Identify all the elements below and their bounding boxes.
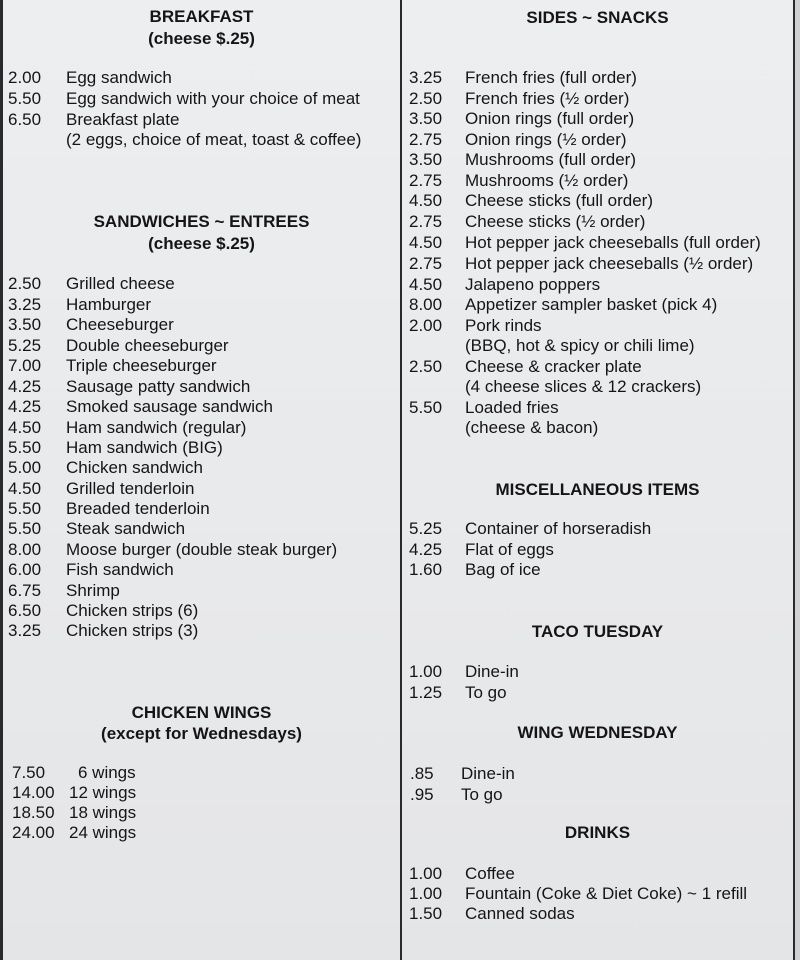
menu-item	[3, 479, 400, 499]
item-name: Ham sandwich (BIG)	[66, 438, 223, 457]
item-name: Egg sandwich	[66, 68, 172, 87]
item-name: Egg sandwich with your choice of meat	[66, 89, 360, 108]
item-name: Mushrooms (½ order)	[465, 171, 629, 190]
item-name: French fries (½ order)	[465, 89, 630, 108]
item-name: Breakfast plate	[66, 110, 180, 129]
menu-item	[3, 458, 400, 478]
item-price: .95	[410, 785, 434, 804]
menu-item	[402, 68, 793, 88]
menu-item-note	[402, 336, 793, 356]
menu-item	[3, 68, 400, 88]
item-price: 6.75	[8, 581, 42, 600]
item-price: .85	[410, 764, 434, 783]
wingwed-title: WING WEDNESDAY	[517, 723, 678, 742]
menu-item	[402, 764, 793, 784]
item-name: (2 eggs, choice of meat, toast & coffee)	[66, 130, 362, 149]
menu-item	[402, 864, 793, 884]
item-name: Cheese & cracker plate	[465, 357, 642, 376]
menu-item	[3, 519, 400, 539]
menu-item	[402, 171, 793, 191]
breakfast-subtitle: (cheese $.25)	[148, 29, 255, 48]
item-price: 18.50	[12, 803, 55, 822]
menu-item	[402, 316, 793, 336]
item-price: 24.00	[12, 823, 55, 842]
sides-title: SIDES ~ SNACKS	[526, 8, 669, 27]
item-price: 5.50	[8, 519, 42, 538]
item-name: Bag of ice	[465, 560, 541, 579]
item-price: 3.25	[8, 621, 42, 640]
item-price: 2.50	[409, 357, 443, 376]
item-name: French fries (full order)	[465, 68, 637, 87]
menu-item	[3, 89, 400, 109]
menu-item	[402, 884, 793, 904]
item-price: 2.00	[8, 68, 42, 87]
item-name: Canned sodas	[465, 904, 575, 923]
item-price: 5.25	[409, 519, 443, 538]
menu-item	[402, 212, 793, 232]
menu-item	[402, 233, 793, 253]
item-price: 3.25	[409, 68, 443, 87]
item-price: 5.00	[8, 458, 42, 477]
menu-item	[3, 601, 400, 621]
item-price: 4.50	[409, 275, 443, 294]
item-name: Cheese sticks (½ order)	[465, 212, 646, 231]
item-name: Grilled cheese	[66, 274, 175, 293]
item-price: 5.50	[8, 89, 42, 108]
menu-item	[3, 783, 400, 803]
item-name: Breaded tenderloin	[66, 499, 210, 518]
sandwiches-title: SANDWICHES ~ ENTREES	[93, 212, 310, 231]
menu-item	[3, 418, 400, 438]
menu-item	[402, 295, 793, 315]
item-name: Fountain (Coke & Diet Coke) ~ 1 refill	[465, 884, 748, 903]
item-price: 6.50	[8, 110, 42, 129]
item-name: Container of horseradish	[465, 519, 652, 538]
item-price: 1.25	[409, 683, 443, 702]
menu-item	[3, 581, 400, 601]
item-price: 2.75	[409, 171, 443, 190]
menu-item	[3, 540, 400, 560]
item-price: 8.00	[8, 540, 42, 559]
menu-item	[402, 89, 793, 109]
item-price: 2.75	[409, 212, 443, 231]
item-name: Dine-in	[461, 764, 515, 783]
item-name: Shrimp	[66, 581, 120, 600]
item-name: 18 wings	[69, 803, 137, 822]
item-name: Dine-in	[465, 662, 519, 681]
menu-item	[3, 499, 400, 519]
menu-item	[402, 904, 793, 924]
menu-item	[402, 540, 793, 560]
item-price: 3.50	[409, 150, 443, 169]
drinks-title: DRINKS	[564, 823, 631, 842]
item-name: (cheese & bacon)	[465, 418, 599, 437]
item-name: 12 wings	[69, 783, 137, 802]
item-price: 4.25	[409, 540, 443, 559]
item-name: Ham sandwich (regular)	[66, 418, 247, 437]
item-price: 4.25	[8, 397, 42, 416]
item-name: Hot pepper jack cheeseballs (full order)	[465, 233, 761, 252]
item-name: Coffee	[465, 864, 515, 883]
item-price: 3.50	[8, 315, 42, 334]
menu-item-note	[3, 130, 400, 150]
item-price: 6.00	[8, 560, 42, 579]
item-name: Mushrooms (full order)	[465, 150, 636, 169]
item-price: 4.50	[409, 233, 443, 252]
menu-item	[402, 191, 793, 211]
wings-title: CHICKEN WINGS	[131, 703, 272, 722]
menu-item	[402, 398, 793, 418]
item-name: To go	[461, 785, 503, 804]
item-name: Appetizer sampler basket (pick 4)	[465, 295, 718, 314]
item-name: To go	[465, 683, 507, 702]
item-name: Moose burger (double steak burger)	[66, 540, 338, 559]
item-name: 6 wings	[78, 763, 136, 782]
item-price: 2.75	[409, 254, 443, 273]
menu-item	[3, 336, 400, 356]
menu-item	[402, 130, 793, 150]
menu-item	[3, 315, 400, 335]
item-price: 5.50	[8, 438, 42, 457]
item-price: 4.50	[8, 418, 42, 437]
item-price: 5.25	[8, 336, 42, 355]
menu-item	[3, 274, 400, 294]
item-name: Triple cheeseburger	[66, 356, 217, 375]
menu-item	[3, 823, 400, 843]
menu-item	[3, 438, 400, 458]
item-price: 1.00	[409, 864, 443, 883]
item-name: Smoked sausage sandwich	[66, 397, 273, 416]
item-name: Grilled tenderloin	[66, 479, 195, 498]
item-price: 1.00	[409, 884, 443, 903]
item-price: 2.75	[409, 130, 443, 149]
item-price: 4.25	[8, 377, 42, 396]
item-name: Hot pepper jack cheeseballs (½ order)	[465, 254, 754, 273]
menu-item-note	[402, 377, 793, 397]
menu-item	[3, 110, 400, 130]
item-name: Chicken strips (3)	[66, 621, 199, 640]
item-price: 5.50	[409, 398, 443, 417]
menu-item-note	[402, 418, 793, 438]
item-price: 7.00	[8, 356, 42, 375]
breakfast-title: BREAKFAST	[149, 7, 254, 26]
item-name: Onion rings (½ order)	[465, 130, 627, 149]
item-price: 4.50	[409, 191, 443, 210]
menu-item	[3, 763, 400, 783]
menu-item	[402, 683, 793, 703]
item-price: 14.00	[12, 783, 55, 802]
item-price: 5.50	[8, 499, 42, 518]
sandwiches-subtitle: (cheese $.25)	[148, 234, 255, 253]
menu-item	[3, 356, 400, 376]
item-name: Cheeseburger	[66, 315, 174, 334]
item-name: Steak sandwich	[66, 519, 186, 538]
item-price: 7.50	[12, 763, 46, 782]
menu-item	[3, 397, 400, 417]
item-name: Cheese sticks (full order)	[465, 191, 654, 210]
menu-item	[402, 150, 793, 170]
item-name: Chicken strips (6)	[66, 601, 199, 620]
item-name: Flat of eggs	[465, 540, 554, 559]
menu-item	[3, 621, 400, 641]
item-name: Jalapeno poppers	[465, 275, 601, 294]
menu-item	[3, 803, 400, 823]
item-price: 3.50	[409, 109, 443, 128]
item-name: 24 wings	[69, 823, 137, 842]
menu-item	[402, 785, 793, 805]
menu-item	[402, 254, 793, 274]
item-price: 4.50	[8, 479, 42, 498]
item-name: Loaded fries	[465, 398, 559, 417]
menu-item	[3, 295, 400, 315]
menu-item	[402, 662, 793, 682]
item-name: Double cheeseburger	[66, 336, 229, 355]
menu-item	[402, 109, 793, 129]
menu-item	[3, 377, 400, 397]
wings-subtitle: (except for Wednesdays)	[101, 724, 302, 743]
item-name: Hamburger	[66, 295, 152, 314]
item-name: Chicken sandwich	[66, 458, 204, 477]
menu-item	[3, 560, 400, 580]
menu-item	[402, 519, 793, 539]
item-name: Onion rings (full order)	[465, 109, 635, 128]
item-price: 1.60	[409, 560, 443, 579]
item-price: 1.50	[409, 904, 443, 923]
item-price: 1.00	[409, 662, 443, 681]
misc-title: MISCELLANEOUS ITEMS	[495, 480, 700, 499]
item-price: 8.00	[409, 295, 443, 314]
menu-item	[402, 275, 793, 295]
item-name: Pork rinds	[465, 316, 542, 335]
item-price: 3.25	[8, 295, 42, 314]
item-name: Fish sandwich	[66, 560, 174, 579]
item-name: (4 cheese slices & 12 crackers)	[465, 377, 702, 396]
menu-item	[402, 560, 793, 580]
item-price: 2.50	[8, 274, 42, 293]
item-name: Sausage patty sandwich	[66, 377, 251, 396]
item-name: (BBQ, hot & spicy or chili lime)	[465, 336, 695, 355]
right-border	[793, 0, 800, 960]
taco-title: TACO TUESDAY	[531, 622, 664, 641]
item-price: 2.50	[409, 89, 443, 108]
item-price: 6.50	[8, 601, 42, 620]
item-price: 2.00	[409, 316, 443, 335]
menu-item	[402, 357, 793, 377]
